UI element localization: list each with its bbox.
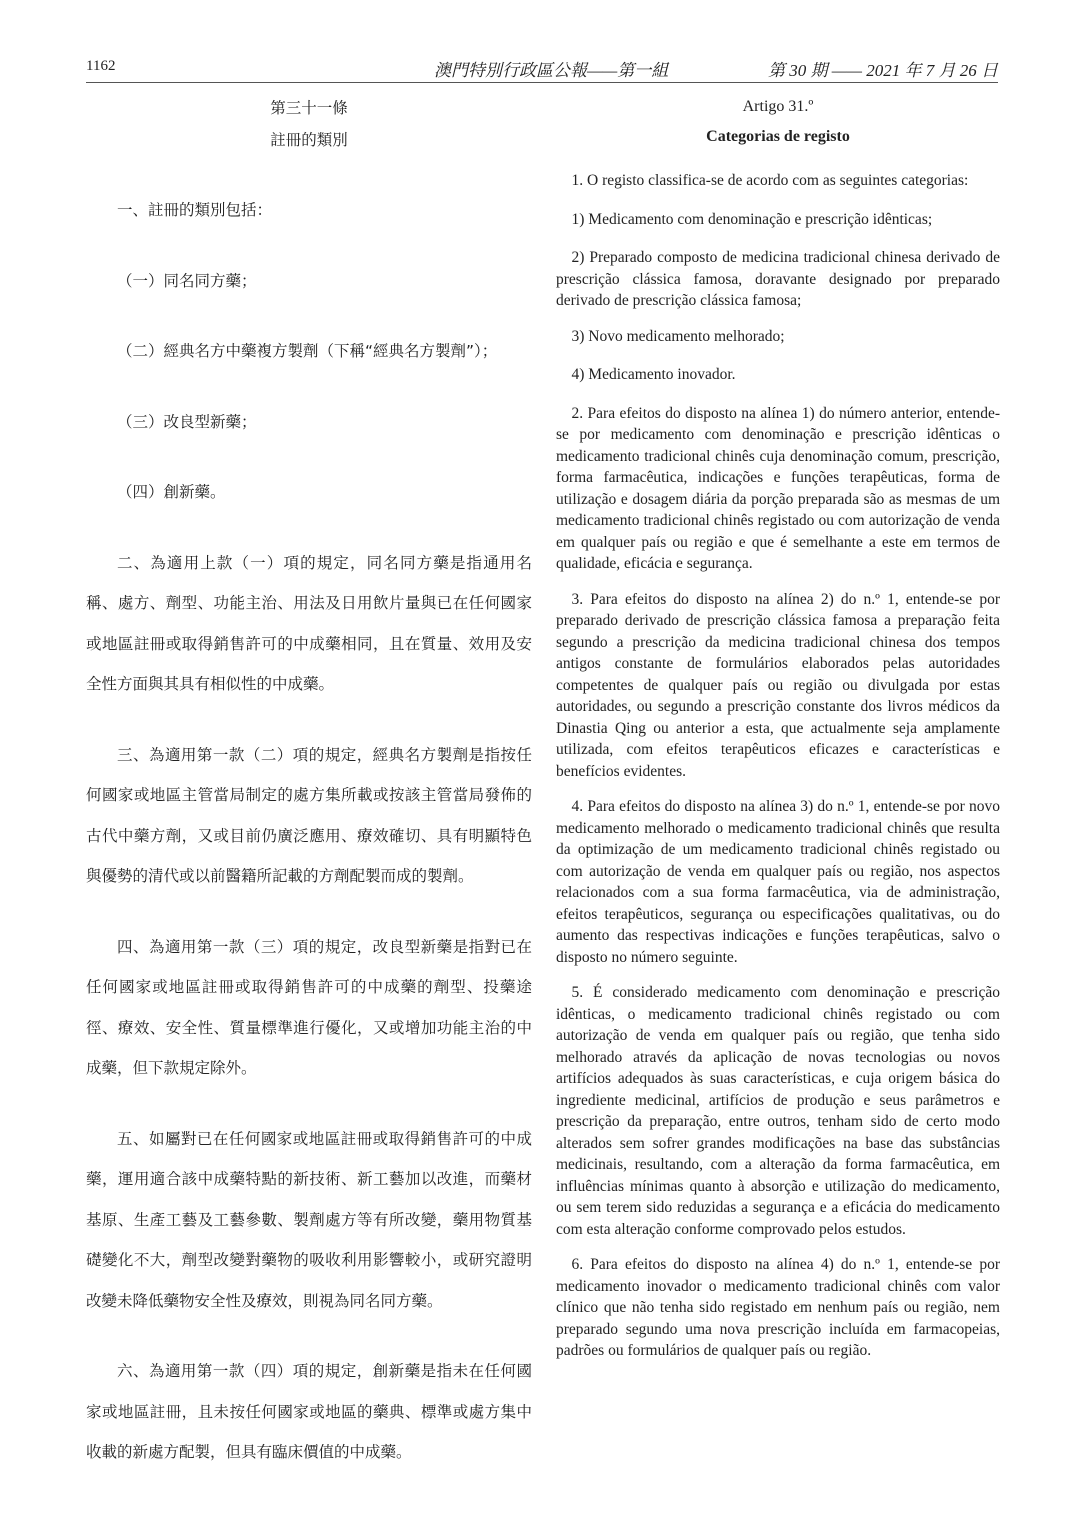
paragraph-cn-1: 一、註冊的類別包括： — [117, 201, 273, 219]
paragraph-pt-4: 4. Para efeitos do disposto na alínea 3) do n.º 1, entende-se por novo medicamento melhorado o medicamento tradicional chinês que resulta da optimização de um medicamento tradicional chinês registado ou com autorização de venda em qualquer país ou região, nos aspectos relacionados com a sua forma farmacêutica, via de administração, efeitos terapêuticos, segurança ou especificações qualitativas, ou do aumento das respectivas indicações e funções terapêuticas, salvo o disposto no número seguinte. — [556, 798, 1000, 966]
paragraph-pt-1: 1. O registo classifica-se de acordo com as seguintes categorias: — [571, 172, 969, 189]
gazette-title: 澳門特別行政區公報——第一組 — [434, 61, 669, 80]
paragraph-pt-3: 3. Para efeitos do disposto na alínea 2) do n.º 1, entende-se por preparado derivado de prescrição clássica famosa a preparação feita segundo a prescrição da medicina tradicional chinesa dos tempos antigos constante de formulários elaborados pelas autoridades competentes de qualquer país ou região ou divulgada por estas autoridades, ou segundo a prescrição constante dos livros médicos da Dinastia Qing ou anterior a esta, que actualmente seja amplamente utilizada, com efeitos terapêuticos eficazes e características e benefícios evidentes. — [556, 590, 1000, 780]
paragraph-cn-6: 六、為適用第一款（四）項的規定，創新藥是指未在任何國家或地區註冊，且未按任何國家或地區的藥典、標準或處方集中收載的新處方配製，但具有臨床價值的中成藥。 — [86, 1362, 532, 1461]
list-item-pt-4: 4) Medicamento inovador. — [571, 366, 736, 383]
list-item-cn-4: （四）創新藥。 — [117, 483, 226, 501]
article-title-pt: Categorias de registo — [706, 128, 850, 145]
list-item-pt-2: 2) Preparado composto de medicina tradicional chinesa derivado de prescrição clássica famosa, doravante designado por preparado derivado de prescrição clássica famosa; — [556, 249, 1000, 309]
list-item-cn-3: （三）改良型新藥； — [117, 412, 257, 431]
page-number: 1162 — [86, 58, 116, 74]
paragraph-cn-3: 三、為適用第一款（二）項的規定，經典名方製劑是指按任何國家或地區主管當局制定的處方集所載或按該主管當局發佈的古代中藥方劑，又或目前仍廣泛應用、療效確切、具有明顯特色與優勢的清代或以前醫籍所記載的方劑配製而成的製劑。 — [86, 745, 532, 885]
chinese-column — [86, 92, 532, 1503]
page-header — [86, 56, 998, 83]
article-number-cn: 第三十一條 — [270, 99, 348, 117]
list-item-cn-1: （一）同名同方藥； — [117, 271, 257, 290]
article-number-pt: Artigo 31.º — [742, 98, 814, 115]
paragraph-cn-5: 五、如屬對已在任何國家或地區註冊或取得銷售許可的中成藥，運用適合該中成藥特點的新技術、新工藝加以改進，而藥材基原、生產工藝及工藝參數、製劑處方等有所改變，藥用物質基礎變化不大，劑型改變對藥物的吸收利用影響較小，或研究證明改變未降低藥物安全性及療效，則視為同名同方藥。 — [86, 1129, 532, 1310]
list-item-pt-1: 1) Medicamento com denominação e prescrição idênticas; — [571, 210, 933, 228]
paragraph-cn-2: 二、為適用上款（一）項的規定，同名同方藥是指通用名稱、處方、劑型、功能主治、用法及日用飲片量與已在任何國家或地區註冊或取得銷售許可的中成藥相同，且在質量、效用及安全性方面與其具有相似性的中成藥。 — [86, 553, 532, 693]
paragraph-pt-2: 2. Para efeitos do disposto na alínea 1) do número anterior, entende-se por medicamento com denominação e prescrição idênticas o medicamento tradicional chinês cuja denominação comum, prescrição, forma farmacêutica, indicações e funções terapêuticas, forma de utilização e dosagem diária da porção preparada são as mesmas de um medicamento tradicional chinês registado ou com autorização de venda em qualquer país ou região e que é semelhante a este em termos de qualidade, eficácia e segurança. — [556, 404, 1000, 572]
portuguese-column — [556, 92, 1000, 1376]
list-item-pt-3: 3) Novo medicamento melhorado; — [571, 327, 785, 345]
issue-date: 第 30 期 —— 2021 年 7 月 26 日 — [768, 61, 998, 80]
paragraph-pt-5: 5. É considerado medicamento com denominação e prescrição idênticas, o medicamento tradicional chinês registado ou com autorização de venda em qualquer país ou região, que tenha sido melhorado através da aplicação de novas tecnologias ou novos artifícios adequados às suas características, e cuja origem básica do ingrediente medicinal, artifícios de produção e seus parâmetros e prescrição da preparação, entre outros, tenham sido de certo modo alterados sem sofrer grandes modificações na base das substâncias medicinais, resultando, com a alteração da forma farmacêutica, em influências mínimas quanto à absorção e utilização do medicamento, ou sem terem sido reduzidas a segurança e a eficácia do medicamento com esta alteração conforme comprovado pelos estudos. — [556, 984, 1000, 1238]
article-title-cn: 註冊的類別 — [270, 131, 348, 149]
paragraph-pt-6: 6. Para efeitos do disposto na alínea 4) do n.º 1, entende-se por medicamento inovador o medicamento tradicional chinês com valor clínico que não tenha sido registado em nenhum país ou região, nem preparado segundo uma nova prescrição incluída em farmacopeias, padrões ou formulários de qualquer país ou região. — [556, 1256, 1000, 1359]
paragraph-cn-4: 四、為適用第一款（三）項的規定，改良型新藥是指對已在任何國家或地區註冊或取得銷售許可的中成藥的劑型、投藥途徑、療效、安全性、質量標準進行優化，又或增加功能主治的中成藥，但下款規定除外。 — [86, 937, 532, 1077]
list-item-cn-2: （二）經典名方中藥複方製劑（下稱“經典名方製劑”）； — [117, 342, 498, 360]
